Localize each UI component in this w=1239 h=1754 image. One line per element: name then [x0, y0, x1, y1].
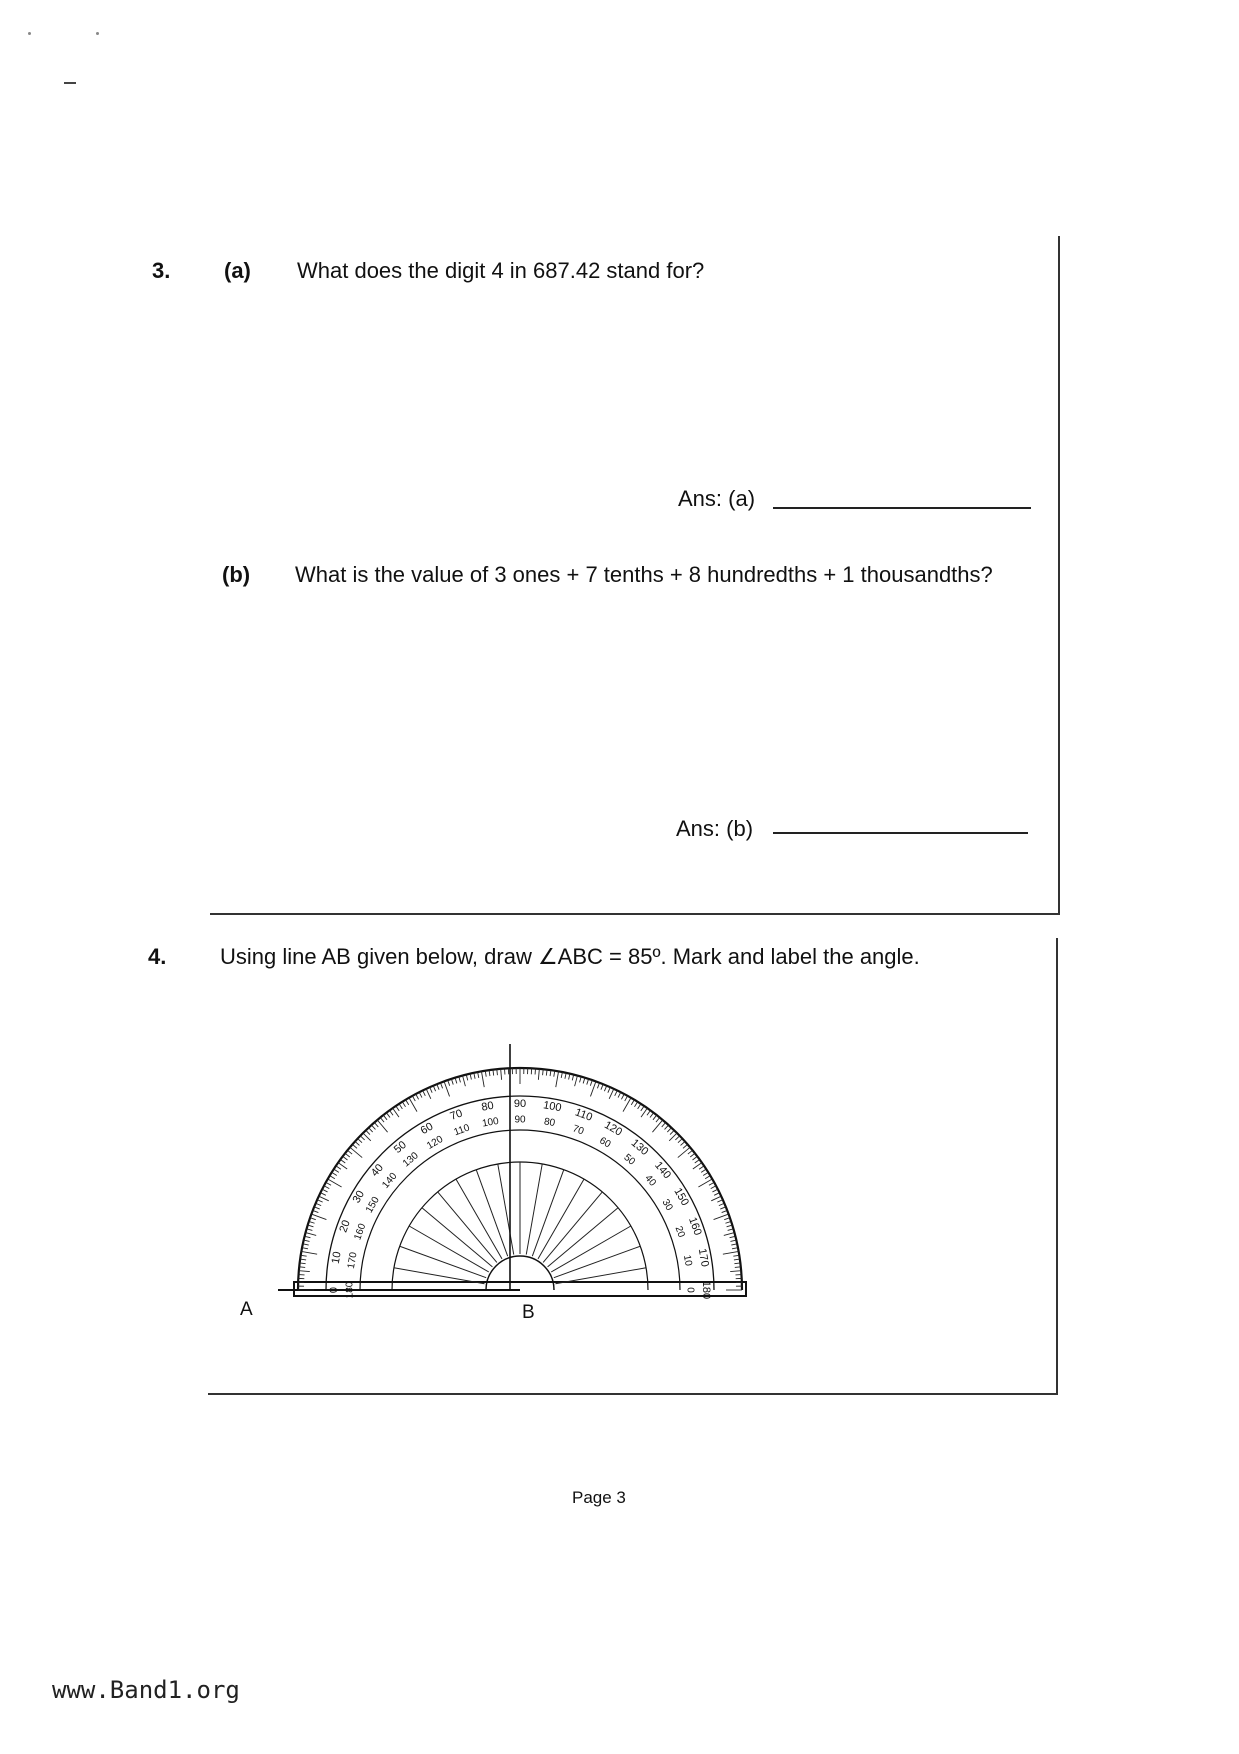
question-3b-label: (b)	[222, 562, 251, 587]
protractor-tick	[711, 1196, 721, 1201]
protractor-tick	[608, 1087, 610, 1092]
protractor-tick	[412, 1096, 415, 1101]
protractor-tick	[597, 1083, 599, 1089]
protractor-tick	[501, 1069, 502, 1080]
protractor-tick	[322, 1189, 327, 1192]
protractor-tick	[343, 1156, 348, 1160]
protractor-tick	[463, 1076, 466, 1087]
protractor-scale-label: 40	[368, 1161, 386, 1179]
protractor-scale-label: 170	[695, 1247, 711, 1268]
protractor-radial	[551, 1226, 631, 1272]
protractor-scale-label: 180	[700, 1280, 713, 1300]
protractor-scale-label: 100	[542, 1099, 563, 1115]
protractor-scale-label: 50	[621, 1152, 637, 1168]
answer-3a-label: Ans: (a)	[678, 486, 756, 511]
protractor-tick	[693, 1156, 698, 1160]
protractor-tick	[330, 1176, 335, 1179]
protractor-tick	[647, 1110, 651, 1115]
protractor-tick	[366, 1130, 370, 1134]
protractor-tick	[402, 1102, 405, 1107]
protractor-tick	[310, 1218, 316, 1220]
protractor-tick	[690, 1153, 695, 1157]
protractor-scale-label: 0	[327, 1286, 340, 1294]
protractor-tick	[638, 1104, 641, 1109]
protractor-scale-label: 50	[391, 1138, 409, 1156]
protractor-tick	[731, 1244, 737, 1245]
protractor-scale-label: 90	[514, 1114, 526, 1126]
protractor-tick	[313, 1210, 319, 1212]
protractor-tick	[374, 1122, 378, 1127]
protractor-scale-label: 40	[642, 1173, 658, 1189]
protractor-tick	[618, 1092, 621, 1097]
protractor-tick	[723, 1251, 739, 1254]
protractor-tick	[386, 1113, 390, 1118]
protractor-scale-label: 180	[344, 1281, 356, 1299]
protractor-scale-label: 20	[337, 1218, 353, 1235]
protractor-scale-label: 120	[602, 1119, 624, 1139]
protractor-scale-label: 130	[628, 1136, 651, 1158]
protractor-tick	[609, 1089, 614, 1099]
protractor-tick	[712, 1189, 717, 1192]
protractor-scale-label: 130	[400, 1150, 421, 1170]
protractor-scale-label: 60	[597, 1135, 613, 1151]
protractor-tick	[725, 1221, 731, 1223]
protractor-tick	[719, 1203, 725, 1205]
protractor-tick	[653, 1115, 657, 1120]
protractor-scale-label: 100	[481, 1115, 500, 1130]
point-a-label: A	[240, 1299, 253, 1320]
protractor-scale-label: 150	[671, 1186, 691, 1208]
protractor-tick	[667, 1128, 671, 1132]
protractor-tick	[631, 1100, 634, 1105]
protractor-scale-label: 0	[684, 1287, 696, 1293]
protractor-tick	[652, 1120, 662, 1132]
protractor	[294, 1044, 746, 1299]
protractor-tick	[383, 1115, 387, 1120]
protractor-tick	[299, 1271, 310, 1272]
protractor-tick	[426, 1089, 431, 1099]
protractor-tick	[345, 1153, 350, 1157]
protractor-tick	[678, 1147, 690, 1157]
question-4-number: 4.	[148, 944, 167, 969]
protractor-scale-label: 110	[452, 1122, 472, 1139]
point-b-label: B	[522, 1302, 535, 1323]
protractor-tick	[396, 1106, 399, 1111]
protractor-tick	[319, 1196, 329, 1201]
protractor-tick	[681, 1141, 685, 1145]
protractor-tick	[336, 1166, 341, 1169]
protractor-tick	[662, 1122, 666, 1127]
protractor-tick	[350, 1147, 362, 1157]
protractor-tick	[474, 1073, 475, 1079]
protractor-tick	[543, 1069, 544, 1075]
protractor-tick	[334, 1169, 339, 1172]
protractor-tick	[621, 1094, 624, 1099]
protractor-scale-label: 90	[513, 1097, 527, 1110]
protractor-scale-label: 110	[573, 1106, 594, 1124]
protractor-tick	[698, 1179, 712, 1187]
protractor-tick	[340, 1160, 345, 1164]
protractor-radial	[526, 1164, 542, 1255]
protractor-tick	[451, 1079, 453, 1085]
protractor-tick	[326, 1182, 331, 1185]
protractor-scale-label: 10	[329, 1250, 344, 1265]
protractor-tick	[390, 1110, 394, 1115]
protractor-tick	[377, 1120, 387, 1132]
protractor-tick	[724, 1218, 730, 1220]
protractor-tick	[634, 1102, 637, 1107]
protractor-tick	[683, 1144, 688, 1148]
protractor-scale-label: 170	[345, 1251, 360, 1270]
protractor-tick	[448, 1080, 450, 1086]
protractor-scale-label: 60	[418, 1120, 436, 1138]
protractor-tick	[433, 1086, 435, 1092]
protractor-tick	[347, 1150, 352, 1154]
protractor-tick	[416, 1094, 419, 1099]
protractor-scale-label: 30	[350, 1188, 368, 1206]
protractor-tick	[623, 1098, 631, 1112]
protractor-tick	[556, 1071, 559, 1087]
protractor-radial	[498, 1164, 514, 1255]
protractor-tick	[423, 1090, 426, 1095]
protractor-tick	[565, 1073, 566, 1079]
protractor-tick	[717, 1200, 722, 1202]
protractor-scale-label: 30	[659, 1197, 675, 1213]
protractor-tick	[590, 1080, 592, 1086]
protractor-tick	[497, 1069, 498, 1075]
page-number: Page 3	[572, 1488, 626, 1507]
protractor-tick	[670, 1130, 674, 1134]
protractor-scale-label: 70	[448, 1107, 465, 1123]
protractor-radial	[456, 1179, 502, 1259]
protractor-tick	[722, 1210, 728, 1212]
protractor-tick	[440, 1083, 442, 1089]
protractor-tick	[430, 1087, 432, 1092]
protractor-tick	[360, 1136, 364, 1140]
protractor-tick	[587, 1079, 589, 1085]
protractor-tick	[419, 1092, 422, 1097]
protractor-tick	[699, 1166, 704, 1169]
protractor-tick	[299, 1267, 305, 1268]
protractor-tick	[371, 1125, 375, 1129]
protractor-tick	[369, 1128, 373, 1132]
protractor-tick	[316, 1203, 322, 1205]
protractor-scale-label: 80	[480, 1099, 495, 1114]
protractor-tick	[714, 1193, 719, 1196]
protractor-tick	[641, 1106, 644, 1111]
protractor-tick	[328, 1179, 342, 1187]
protractor-scale-label: 150	[363, 1195, 382, 1216]
question-3a-label: (a)	[224, 258, 251, 283]
protractor-tick	[735, 1267, 741, 1268]
protractor-tick	[703, 1172, 708, 1175]
protractor-tick	[303, 1244, 309, 1245]
protractor-tick	[352, 1144, 357, 1148]
protractor-scale-label: 140	[652, 1159, 674, 1182]
protractor-tick	[730, 1271, 741, 1272]
protractor-tick	[358, 1139, 362, 1143]
protractor-tick	[695, 1160, 700, 1164]
question-4-text: Using line AB given below, draw ∠ABC = 85º. Mark and label the angle.	[220, 944, 920, 969]
protractor-tick	[301, 1251, 317, 1254]
protractor-tick	[320, 1193, 325, 1196]
protractor-tick	[355, 1141, 359, 1145]
protractor-tick	[709, 1182, 714, 1185]
question-3a-text: What does the digit 4 in 687.42 stand for?	[297, 258, 705, 283]
protractor-tick	[705, 1176, 710, 1179]
protractor-scale-label: 160	[686, 1215, 704, 1238]
protractor-tick	[538, 1069, 539, 1080]
protractor-tick	[604, 1086, 606, 1092]
protractor-tick	[324, 1186, 329, 1189]
protractor-tick	[314, 1207, 320, 1209]
protractor-tick	[615, 1090, 618, 1095]
protractor-tick	[724, 1233, 735, 1236]
protractor-radial	[538, 1179, 584, 1259]
protractor-tick	[380, 1117, 384, 1122]
protractor-tick	[650, 1113, 654, 1118]
protractor-tick	[437, 1084, 439, 1090]
protractor-tick	[625, 1096, 628, 1101]
protractor-scale-label: 70	[570, 1123, 586, 1138]
protractor-tick	[688, 1150, 693, 1154]
protractor-tick	[409, 1098, 417, 1112]
answer-3b-label: Ans: (b)	[676, 816, 754, 841]
protractor-tick	[317, 1200, 322, 1202]
protractor-tick	[406, 1100, 409, 1105]
question-3b-text: What is the value of 3 ones + 7 tenths + 8 hundredths + 1 thousandths?	[295, 562, 993, 587]
protractor-tick	[656, 1117, 660, 1122]
protractor-scale-label: 20	[672, 1224, 687, 1240]
protractor-scale-label: 120	[425, 1133, 446, 1152]
website-url: www.Band1.org	[52, 1676, 240, 1704]
protractor-scale-label: 80	[543, 1116, 556, 1130]
question-3-number: 3.	[152, 258, 171, 283]
protractor-tick	[720, 1207, 726, 1209]
protractor-tick	[399, 1104, 402, 1109]
protractor-scale-label: 160	[352, 1222, 369, 1242]
protractor-scale-label: 10	[680, 1254, 694, 1267]
protractor-tick	[575, 1076, 578, 1087]
protractor-radial	[409, 1226, 489, 1272]
protractor-tick	[332, 1172, 337, 1175]
protractor-tick	[711, 1186, 716, 1189]
protractor-tick	[665, 1125, 669, 1129]
protractor-tick	[678, 1139, 682, 1143]
protractor-tick	[306, 1233, 317, 1236]
protractor-tick	[601, 1084, 603, 1090]
protractor-tick	[675, 1136, 679, 1140]
protractor-scale-label: 140	[380, 1170, 400, 1191]
protractor-tick	[701, 1169, 706, 1172]
protractor-tick	[309, 1221, 315, 1223]
protractor-tick	[481, 1071, 484, 1087]
